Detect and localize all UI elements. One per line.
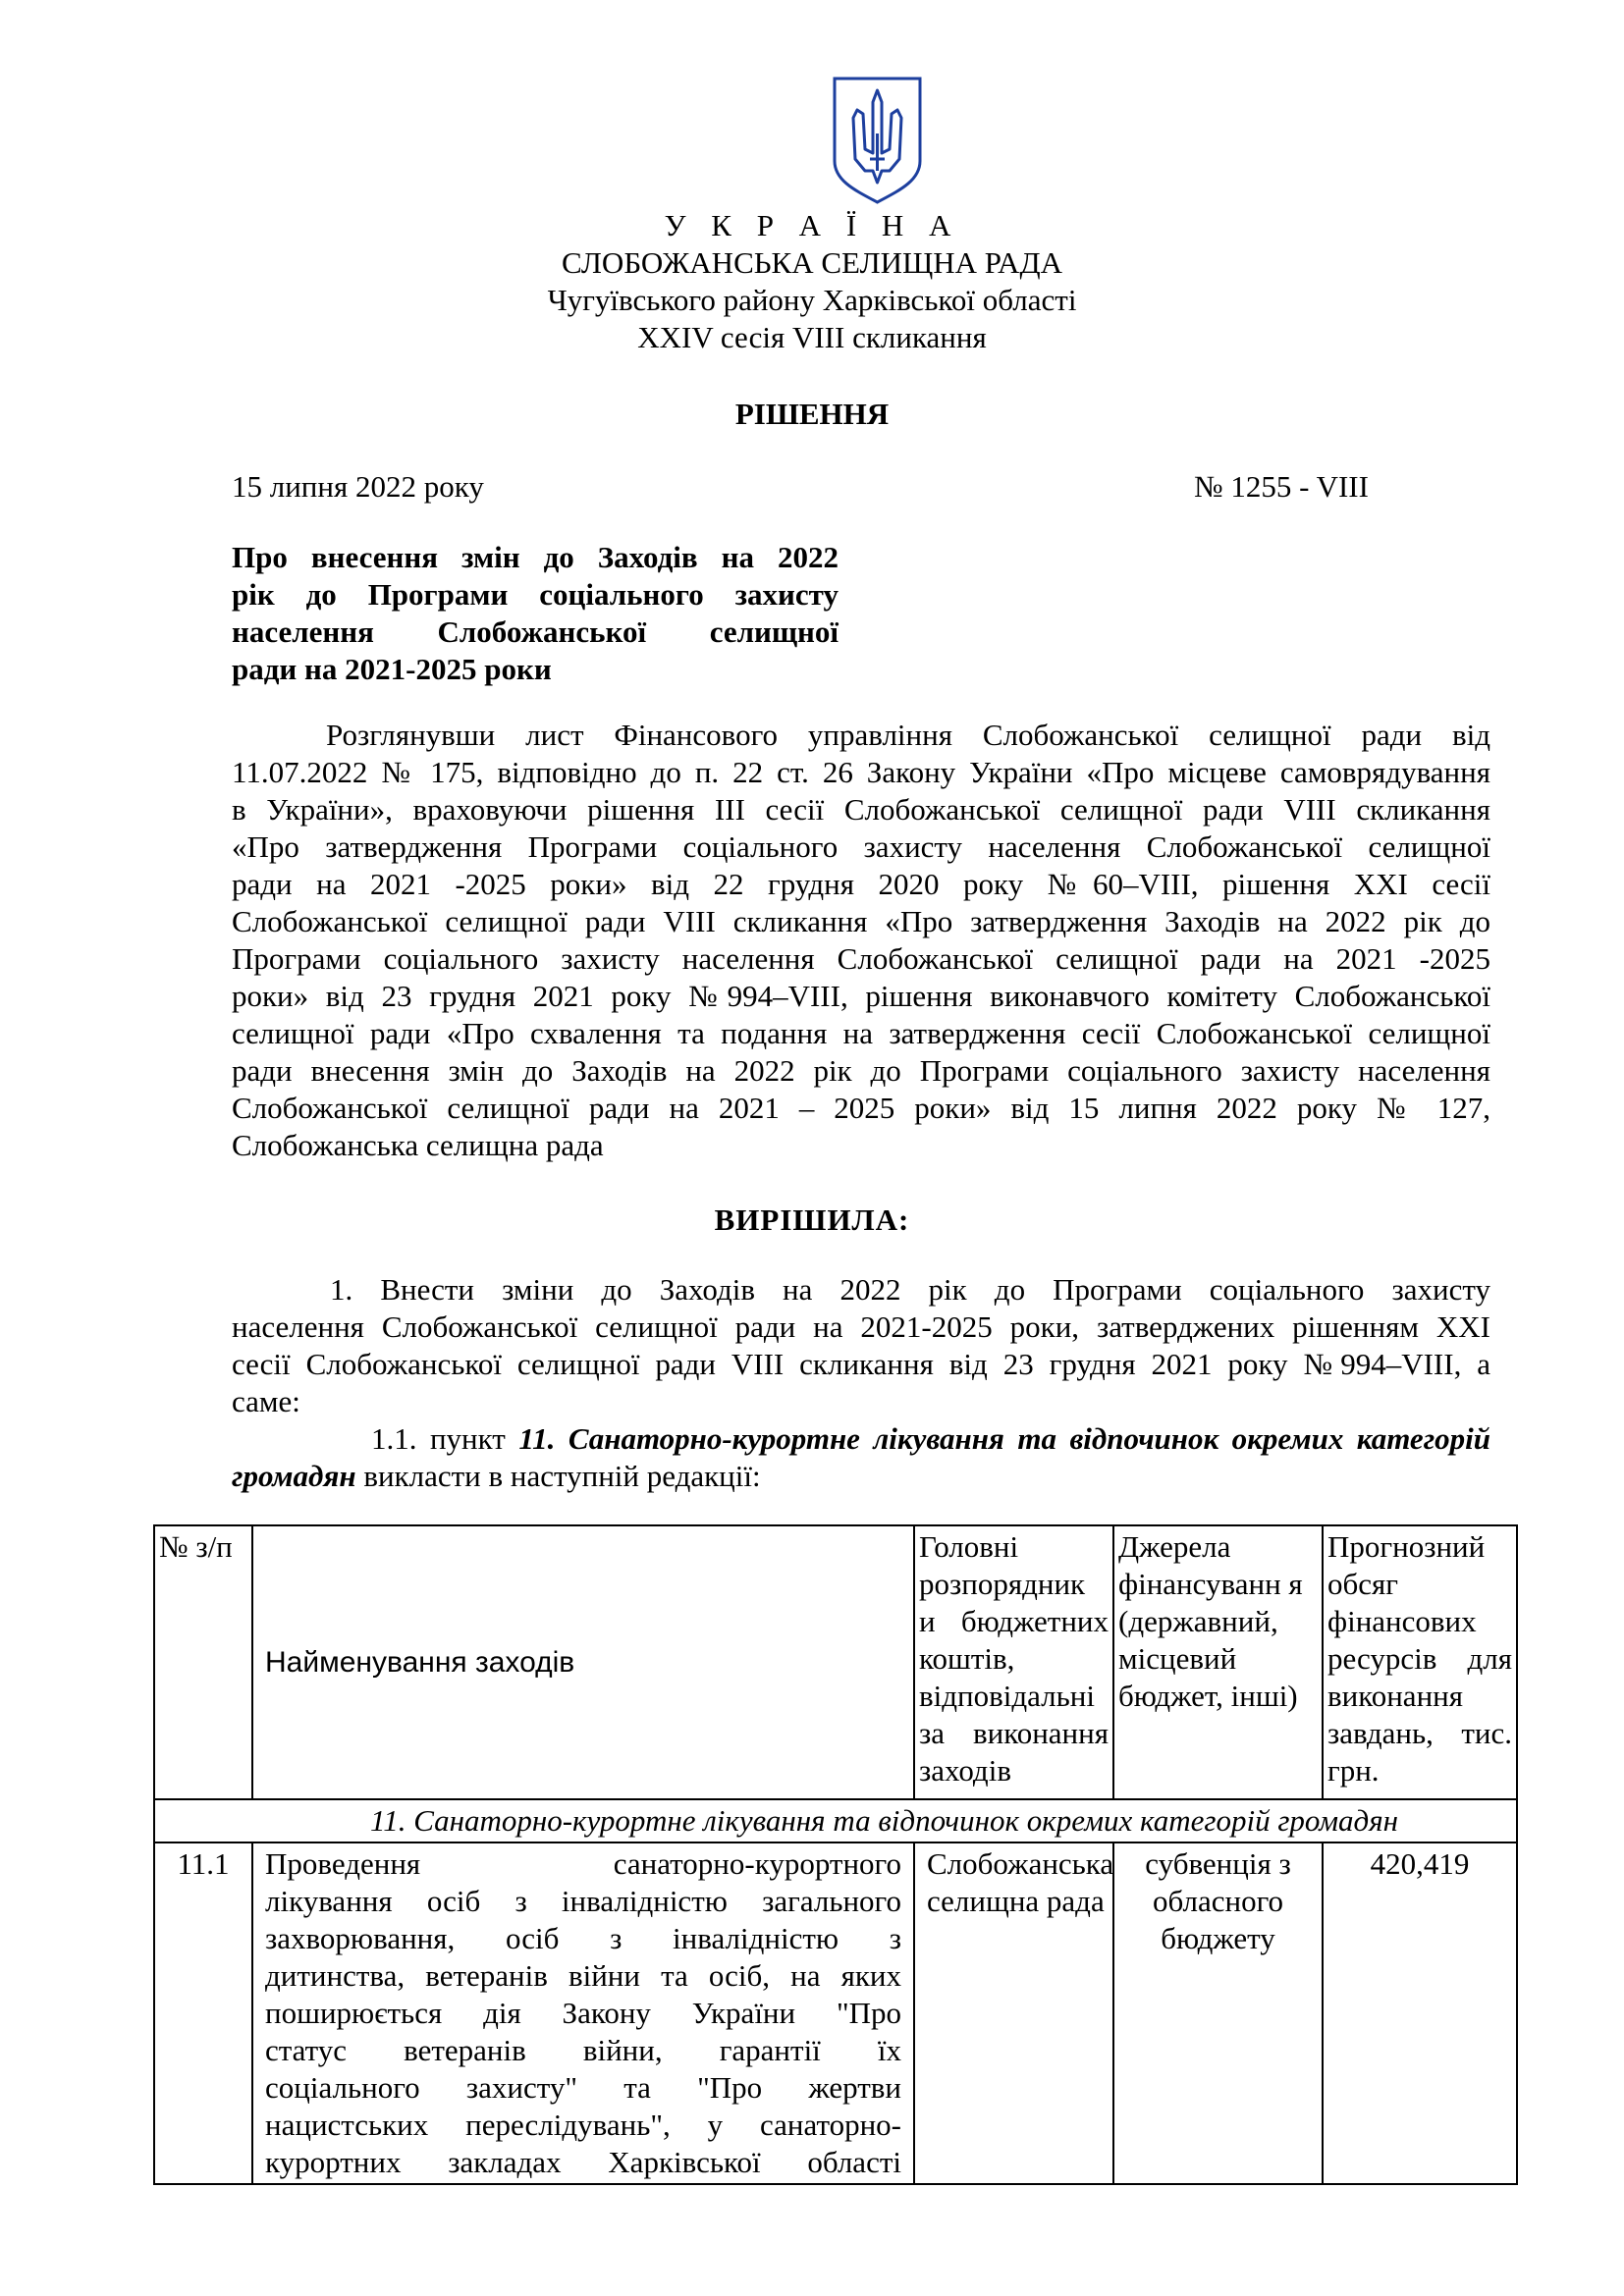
preamble-line: ради на 2021 -2025 роки» від 22 грудня 2020 року №60–VIII, рішення ХХІ сесії bbox=[232, 867, 1490, 901]
subject-line: населення Слобожанської селищної bbox=[232, 614, 839, 649]
table-header-row bbox=[154, 1525, 1517, 1799]
measures-table bbox=[153, 1524, 1518, 2185]
subject-line: ради на 2021-2025 роки bbox=[232, 652, 552, 686]
item-1-line: населення Слобожанської селищної ради на 2021-2025 роки, затверджених рішенням ХХІ bbox=[232, 1309, 1490, 1344]
header-source: Джерела фінансуванн я (державний, місцевий бюджет, інші) bbox=[1113, 1525, 1323, 1799]
row-volume: 420,419 bbox=[1323, 1842, 1517, 2184]
item-1-paragraph bbox=[232, 1271, 1490, 1420]
description-line: нацистських переслідувань", у санаторно- bbox=[265, 2108, 901, 2142]
item-1-1-section-title-end: громадян bbox=[232, 1459, 356, 1493]
preamble-line: «Про затвердження Програми соціального захисту населення Слобожанської селищної bbox=[232, 829, 1490, 864]
preamble-line: 11.07.2022 № 175, відповідно до п. 22 ст. 26 Закону України «Про місцеве самоврядування bbox=[232, 755, 1490, 789]
preamble-line: Розглянувши лист Фінансового управління Слобожанської селищної ради від bbox=[326, 718, 1490, 752]
item-1-line: сесії Слобожанської селищної ради VIII скликання від 23 грудня 2021 року №994–VIII, а bbox=[232, 1347, 1490, 1381]
description-line: статус ветеранів війни, гарантії їх bbox=[265, 2033, 901, 2067]
header-manager: Головні розпорядник и бюджетних коштів, відповідальні за виконання заходів bbox=[914, 1525, 1113, 1799]
decision-subject bbox=[232, 539, 839, 688]
preamble-line: ради внесення змін до Заходів на 2022 рік до Програми соціального захисту населення bbox=[232, 1053, 1490, 1088]
description-line: соціального захисту" та "Про жертви bbox=[265, 2070, 901, 2105]
decision-date: 15 липня 2022 року bbox=[232, 469, 484, 504]
table-row bbox=[154, 1842, 1517, 2184]
subject-line: рік до Програми соціального захисту bbox=[232, 577, 839, 612]
item-1-line: 1. Внести зміни до Заходів на 2022 рік до Програми соціального захисту bbox=[330, 1272, 1490, 1307]
preamble-line: роки» від 23 грудня 2021 року №994–VIII, рішення виконавчого комітету Слобожанської bbox=[232, 979, 1490, 1013]
description-line: захворювання, осіб з інвалідністю з bbox=[265, 1921, 901, 1955]
row-description bbox=[252, 1842, 914, 2184]
preamble-line: Слобожанська селищна рада bbox=[232, 1128, 604, 1162]
session-info: XXIV сесія VIII скликання bbox=[637, 320, 987, 354]
coat-of-arms-emblem bbox=[831, 75, 924, 205]
council-name: СЛОБОЖАНСЬКА СЕЛИЩНА РАДА bbox=[562, 245, 1062, 280]
item-1-line: саме: bbox=[232, 1384, 300, 1418]
decision-number: № 1255 - VIII bbox=[1194, 469, 1369, 504]
item-1-1-prefix: 1.1. пункт bbox=[371, 1421, 519, 1456]
row-source: субвенція з обласного бюджету bbox=[1113, 1842, 1323, 2184]
preamble-line: Слобожанської селищної ради VIII скликання «Про затвердження Заходів на 2022 рік до bbox=[232, 904, 1490, 938]
item-1-1-line bbox=[232, 1420, 1490, 1458]
header-name: Найменування заходів bbox=[252, 1525, 914, 1799]
country-heading: У К Р А Ї Н А bbox=[664, 208, 960, 242]
description-line: поширюється дія Закону України "Про bbox=[265, 1996, 901, 2030]
description-line: Проведення санаторно-курортного bbox=[265, 1846, 901, 1881]
preamble-line: Програми соціального захисту населення Слобожанської селищної ради на 2021 -2025 bbox=[232, 941, 1490, 976]
decided-heading: ВИРІШИЛА: bbox=[714, 1202, 910, 1237]
item-1-1-section-title: 11. Санаторно-курортне лікування та відпочинок окремих категорій bbox=[518, 1421, 1490, 1456]
preamble-line: в України», враховуючи рішення ІІІ сесії Слобожанської селищної ради VIII скликання bbox=[232, 792, 1490, 827]
header-num: № з/п bbox=[154, 1525, 252, 1799]
description-line: лікування осіб з інвалідністю загального bbox=[265, 1884, 901, 1918]
item-1-1-paragraph bbox=[232, 1420, 1490, 1495]
district-name: Чугуївського району Харківської області bbox=[547, 283, 1077, 317]
subject-line: Про внесення змін до Заходів на 2022 bbox=[232, 540, 839, 574]
section-spacer bbox=[154, 1799, 252, 1842]
description-line: курортних закладах Харківської області bbox=[265, 2145, 901, 2179]
document-title: РІШЕННЯ bbox=[734, 397, 890, 431]
item-1-1-line bbox=[232, 1458, 1490, 1495]
row-manager: Слобожанська селищна рада bbox=[914, 1842, 1113, 2184]
preamble-line: Слобожанської селищної ради на 2021 – 2025 роки» від 15 липня 2022 року № 127, bbox=[232, 1091, 1490, 1125]
preamble-paragraph bbox=[232, 717, 1490, 1164]
row-number: 11.1 bbox=[154, 1842, 252, 2184]
item-1-1-suffix: викласти в наступній редакції: bbox=[355, 1459, 761, 1493]
section-title: 11. Санаторно-курортне лікування та відпочинок окремих категорій громадян bbox=[252, 1799, 1517, 1842]
table-section-row bbox=[154, 1799, 1517, 1842]
header-volume: Прогнозний обсяг фінансових ресурсів для виконання завдань, тис. грн. bbox=[1323, 1525, 1517, 1799]
preamble-line: селищної ради «Про схвалення та подання на затвердження сесії Слобожанської селищної bbox=[232, 1016, 1490, 1050]
description-line: дитинства, ветеранів війни та осіб, на яких bbox=[265, 1958, 901, 1993]
